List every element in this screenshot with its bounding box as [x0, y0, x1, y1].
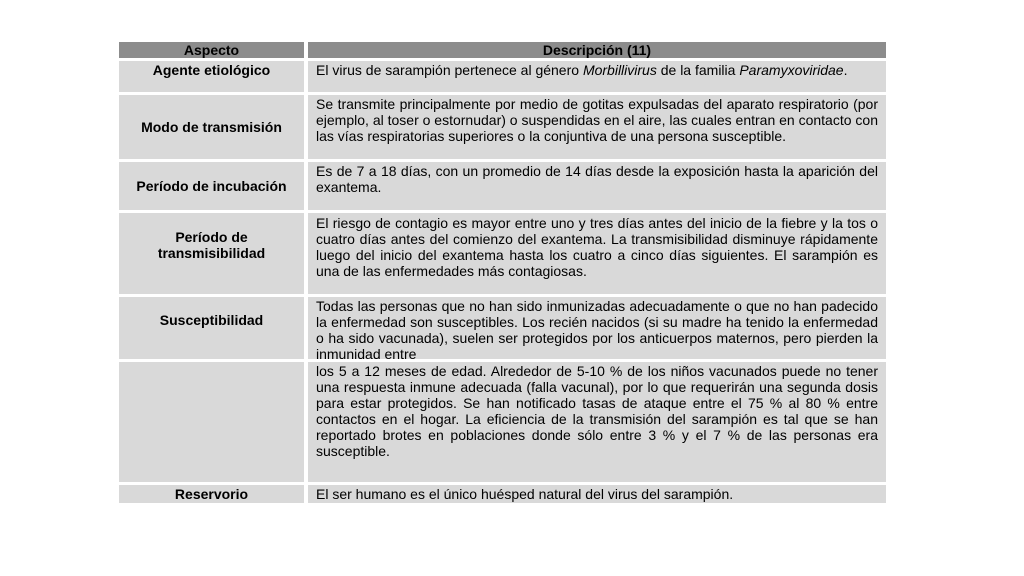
row-aspect-modo: Modo de transmisión — [119, 95, 304, 159]
row-desc-transmisibilidad: El riesgo de contagio es mayor entre uno y tres días antes del inicio de la fiebre y la tos o cuatro días antes del comienzo del exantema. La transmisibilidad disminuye rápidamente luego del inicio del exantema hasta los cuatro a cinco días siguientes. El sarampión es una de las enfermedades más contagiosas. — [308, 213, 886, 294]
row-aspect-incubacion: Período de incubación — [119, 162, 304, 210]
desc-text: de la familia — [656, 62, 740, 78]
table-row — [119, 362, 886, 482]
header-descripcion: Descripción (11) — [308, 42, 886, 58]
row-aspect-reservorio: Reservorio — [119, 485, 304, 503]
row-desc-susceptibilidad-cont: los 5 a 12 meses de edad. Alrededor de 5-10 % de los niños vacunados puede no tener una respuesta inmune adecuada (falla vacunal), por lo que requerirán una segunda dosis para estar protegidos. Se han notificado tasas de ataque entre el 75 % al 80 % entre contactos en el hogar. La eficiencia de la transmisión del sarampión es tal que se han reportado brotes en poblaciones donde sólo entre 3 % y el 7 % de las personas era susceptible. — [308, 362, 886, 482]
table-row — [119, 213, 886, 294]
row-desc-reservorio: El ser humano es el único huésped natural del virus del sarampión. — [308, 485, 886, 503]
row-desc-susceptibilidad: Todas las personas que no han sido inmunizadas adecuadamente o que no han padecido la enfermedad son susceptibles. Los recién nacidos (si su madre ha tenido la enfermedad o ha sido vacunada), suelen ser protegidos por los anticuerpos maternos, pero pierden la inmunidad entre — [308, 297, 886, 359]
desc-text: . — [843, 62, 848, 78]
row-desc-modo: Se transmite principalmente por medio de gotitas expulsadas del aparato respiratorio (por ejemplo, al toser o estornudar) o suspendidas en el aire, las cuales entran en contacto con las vías respiratorias superiores o la conjuntiva de una persona susceptible. — [308, 95, 886, 159]
row-aspect-susceptibilidad: Susceptibilidad — [119, 297, 304, 359]
table-row — [119, 297, 886, 362]
row-aspect-agente: Agente etiológico — [119, 61, 304, 92]
desc-text: El virus de sarampión pertenece al género — [316, 62, 583, 78]
header-aspecto: Aspecto — [119, 42, 304, 58]
row-desc-incubacion: Es de 7 a 18 días, con un promedio de 14 días desde la exposición hasta la aparición del exantema. — [308, 162, 886, 210]
row-desc-agente — [308, 61, 886, 92]
row-aspect-transmisibilidad: Período de transmisibilidad — [119, 213, 304, 294]
table-row — [119, 485, 886, 503]
table-row — [119, 162, 886, 210]
table-row — [119, 61, 886, 92]
measles-aspects-table — [119, 42, 886, 506]
row-aspect-empty — [119, 362, 304, 482]
table-row — [119, 95, 886, 159]
genus-name: Morbillivirus — [582, 62, 657, 78]
table-header-row — [119, 42, 886, 58]
family-name: Paramyxoviridae — [739, 62, 844, 78]
